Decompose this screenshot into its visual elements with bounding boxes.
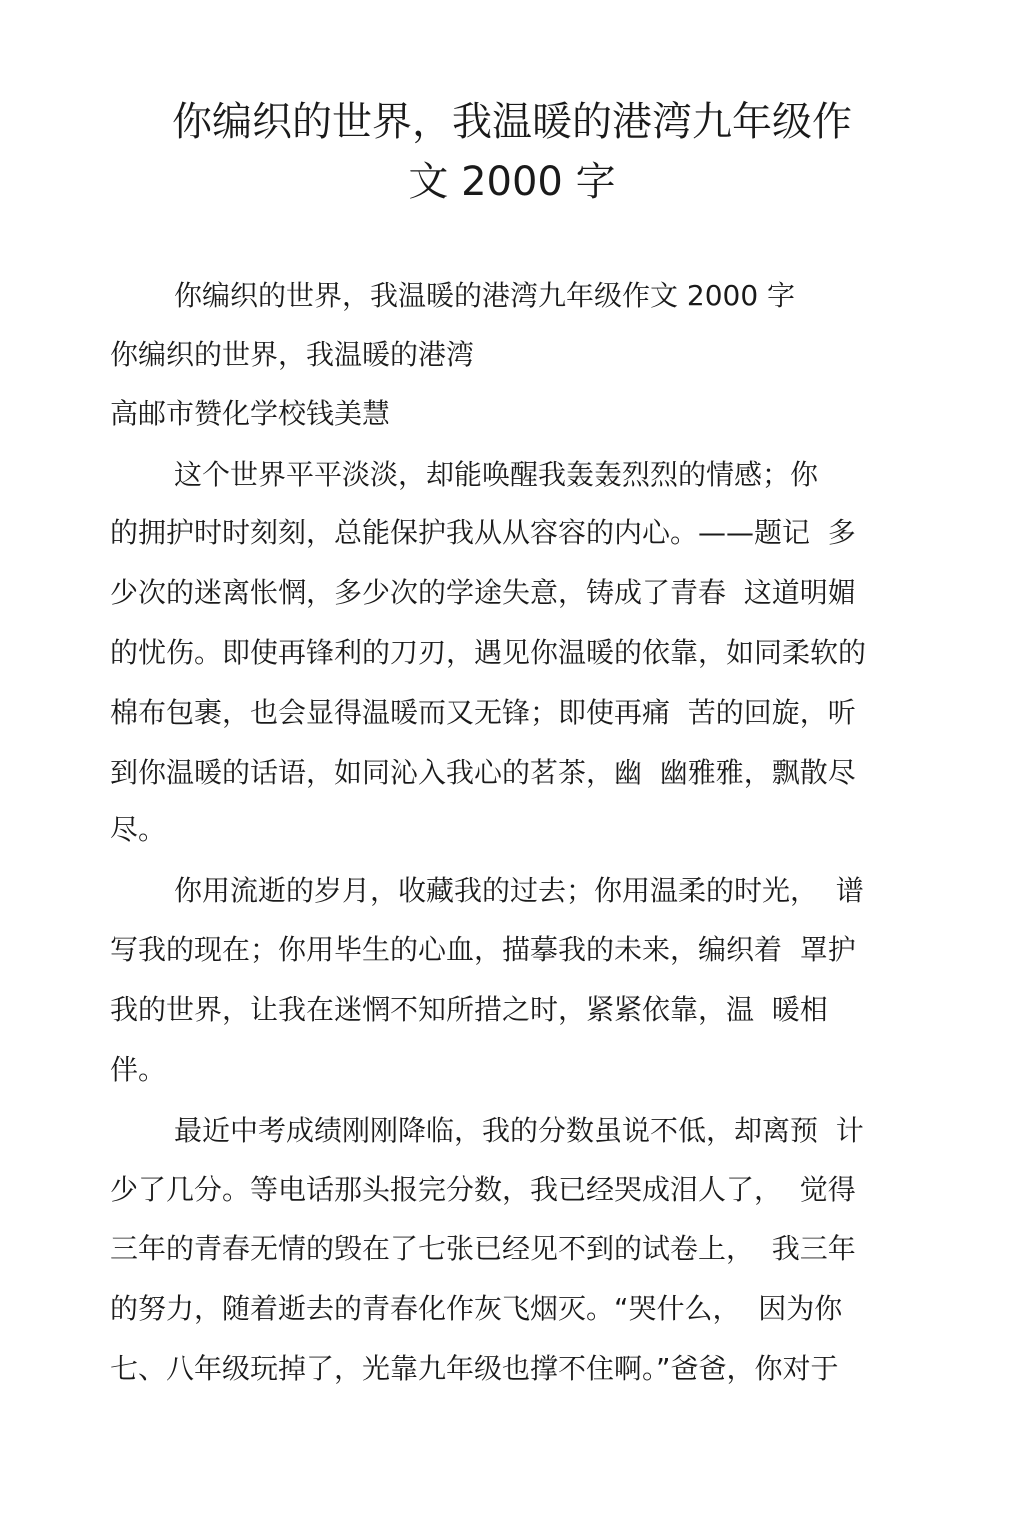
body-line: 这个世界平平淡淡，却能唤醒我轰轰烈烈的情感；你 [174, 458, 819, 491]
author-line: 高邮市赞化学校钱美慧 [110, 397, 391, 430]
body-line: 你用流逝的岁月，收藏我的过去；你用温柔的时光， 谱 [174, 874, 864, 907]
body-line: 尽。 [110, 813, 167, 846]
body-line: 的拥护时时刻刻，总能保护我从从容容的内心。——题记 多 [110, 516, 856, 549]
body-line: 少次的迷离怅惘，多少次的学途失意，铸成了青春 这道明媚 [110, 576, 856, 609]
article-heading: 你编织的世界，我温暖的港湾 [110, 338, 475, 371]
document-title [100, 92, 924, 212]
title-line-2: 文 2000 字 [408, 159, 616, 205]
body-line: 到你温暖的话语，如同沁入我心的茗茶，幽 幽雅雅，飘散尽 [110, 756, 856, 789]
body-line: 七、八年级玩掉了，光靠九年级也撑不住啊。”爸爸，你对于 [110, 1352, 839, 1385]
body-line: 最近中考成绩刚刚降临，我的分数虽说不低，却离预 计 [174, 1114, 864, 1147]
body-line: 写我的现在；你用毕生的心血，描摹我的未来，编织着 罩护 [110, 933, 856, 966]
body-line: 棉布包裹，也会显得温暖而又无锋；即使再痛 苦的回旋，听 [110, 696, 856, 729]
body-line: 伴。 [110, 1053, 167, 1086]
body-line: 三年的青春无情的毁在了七张已经见不到的试卷上， 我三年 [110, 1232, 856, 1265]
subtitle-line: 你编织的世界，我温暖的港湾九年级作文 2000 字 [174, 279, 796, 312]
title-line-1: 你编织的世界，我温暖的港湾九年级作 [172, 99, 852, 145]
body-line: 的忧伤。即使再锋利的刀刃，遇见你温暖的依靠，如同柔软的 [110, 636, 867, 669]
body-line: 的努力，随着逝去的青春化作灰飞烟灭。“哭什么， 因为你 [110, 1292, 843, 1325]
body-line: 我的世界，让我在迷惘不知所措之时，紧紧依靠，温 暖相 [110, 993, 828, 1026]
body-line: 少了几分。等电话那头报完分数，我已经哭成泪人了， 觉得 [110, 1173, 856, 1206]
